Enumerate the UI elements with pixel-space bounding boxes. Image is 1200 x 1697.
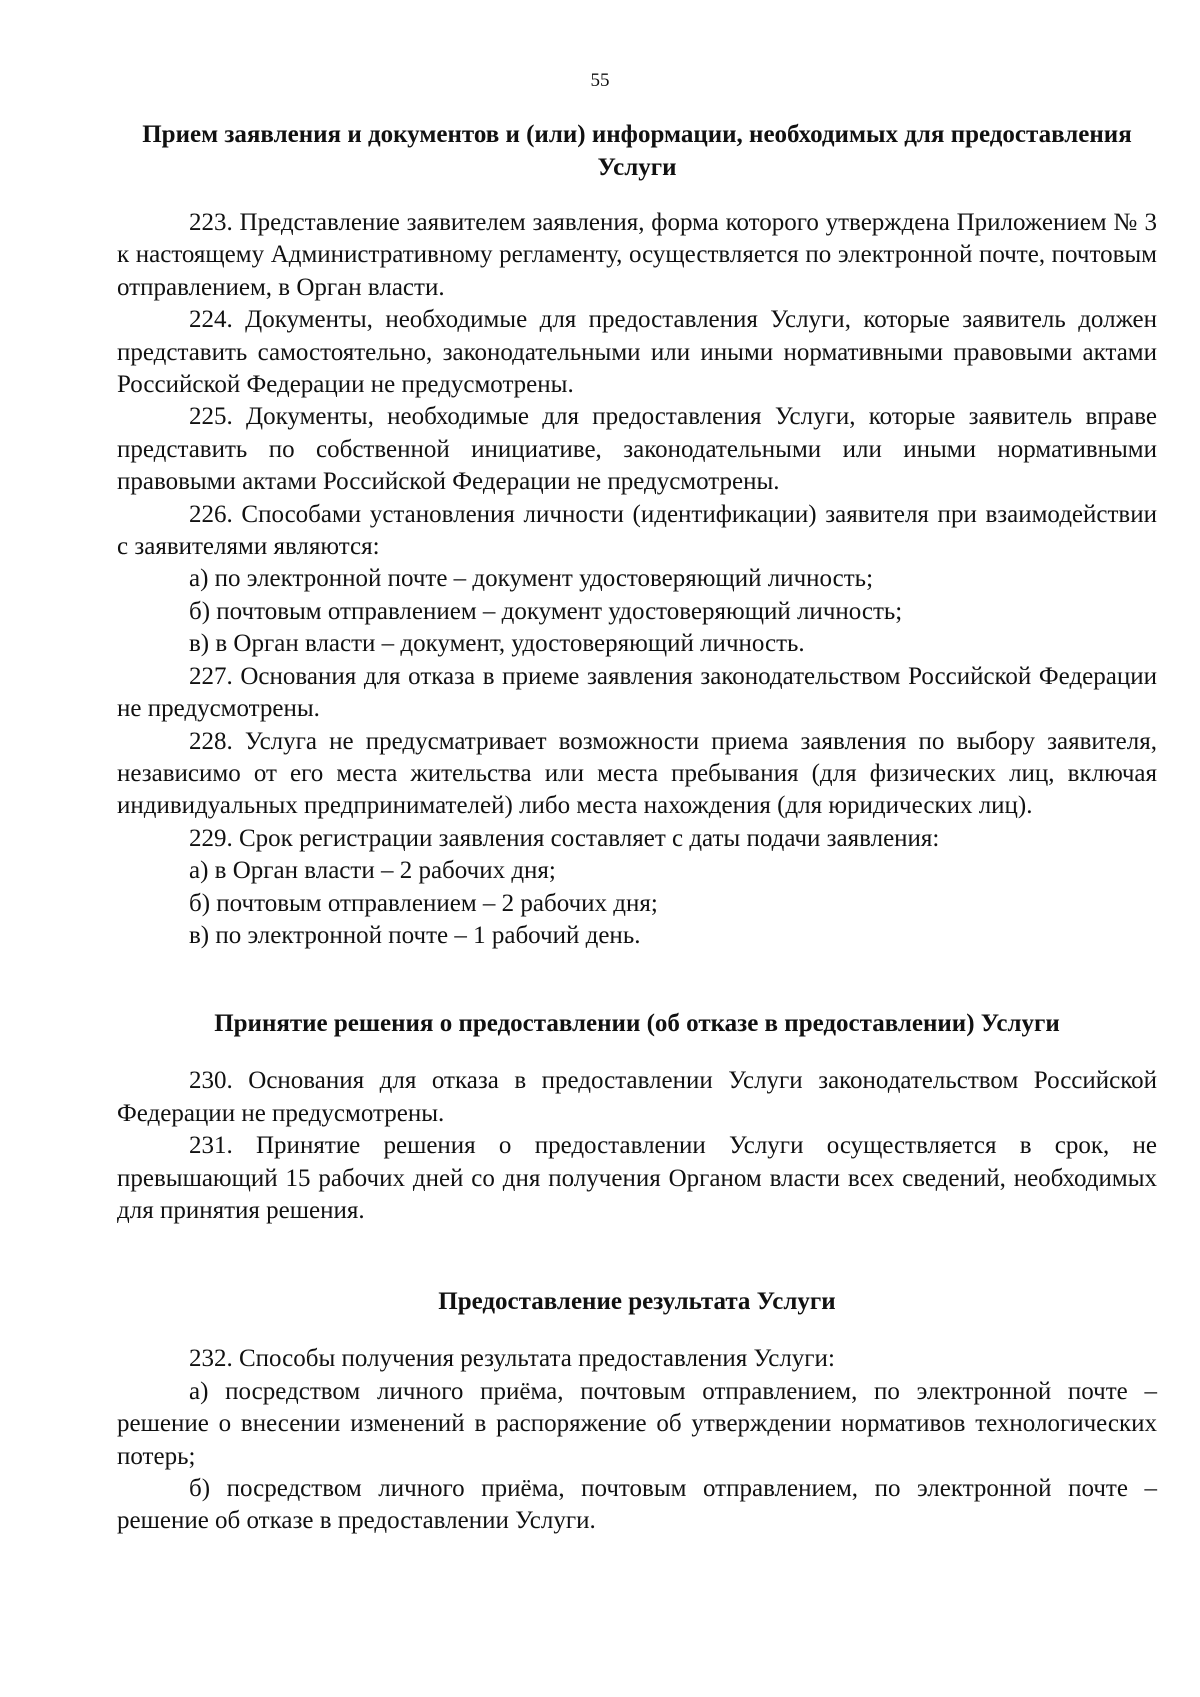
section-application-intake [117,118,1157,952]
paragraph-224: 224. Документы, необходимые для предоставления Услуги, которые заявитель должен представить самостоятельно, законодательными или иными нормативными правовыми актами Российской Федерации не предусмотрены. [117,306,1157,399]
list-item: в) по электронной почте – 1 рабочий день. [189,921,641,949]
list-item: б) почтовым отправлением – документ удостоверяющий личность; [189,597,903,625]
paragraph-229: 229. Срок регистрации заявления составляет с даты подачи заявления: [189,824,940,852]
paragraph-227: 227. Основания для отказа в приеме заявления законодательством Российской Федерации не предусмотрены. [117,662,1157,723]
list-item: а) по электронной почте – документ удостоверяющий личность; [189,565,874,593]
paragraph-232: 232. Способы получения результата предоставления Услуги: [189,1345,835,1373]
section-decision [117,1007,1157,1227]
page-number: 55 [590,70,610,91]
paragraph-231: 231. Принятие решения о предоставлении Услуги осуществляется в срок, не превышающий 15 рабочих дней со дня получения Органом власти всех сведений, необходимых для принятия решения. [117,1132,1157,1224]
list-item: в) в Орган власти – документ, удостоверяющий личность. [189,630,805,658]
paragraph-223: 223. Представление заявителем заявления, форма которого утверждена Приложением № 3 к настоящему Административному регламенту, осуществляется по электронной почте, почтовым отправлением, в Орган власти. [117,209,1157,301]
section-heading: Принятие решения о предоставлении (об отказе в предоставлении) Услуги [214,1010,1060,1038]
list-item: б) посредством личного приёма, почтовым отправлением, по электронной почте – решение об отказе в предоставлении Услуги. [117,1475,1157,1535]
paragraph-230: 230. Основания для отказа в предоставлении Услуги законодательством Российской Федерации не предусмотрены. [117,1067,1157,1127]
section-result-delivery [117,1285,1157,1537]
list-item: б) почтовым отправлением – 2 рабочих дня; [189,889,658,917]
document-body [117,118,1157,1538]
section-heading: Прием заявления и документов и (или) информации, необходимых для предоставления Услуги [142,121,1132,181]
paragraph-226: 226. Способами установления личности (идентификации) заявителя при взаимодействии с заявителями являются: [117,500,1157,561]
list-item: а) посредством личного приёма, почтовым отправлением, по электронной почте – решение о внесении изменений в распоряжение об утверждении нормативов технологических потерь; [117,1377,1157,1470]
list-item: а) в Орган власти – 2 рабочих дня; [189,857,556,885]
section-heading: Предоставление результата Услуги [438,1288,836,1316]
paragraph-228: 228. Услуга не предусматривает возможности приема заявления по выбору заявителя, независимо от его места жительства или места пребывания (для физических лиц, включая индивидуальных предпринимателей) либо места нахождения (для юридических лиц). [117,727,1157,820]
paragraph-225: 225. Документы, необходимые для предоставления Услуги, которые заявитель вправе представить по собственной инициативе, законодательными или иными нормативными правовыми актами Российской Федерации не предусмотрены. [117,403,1157,496]
